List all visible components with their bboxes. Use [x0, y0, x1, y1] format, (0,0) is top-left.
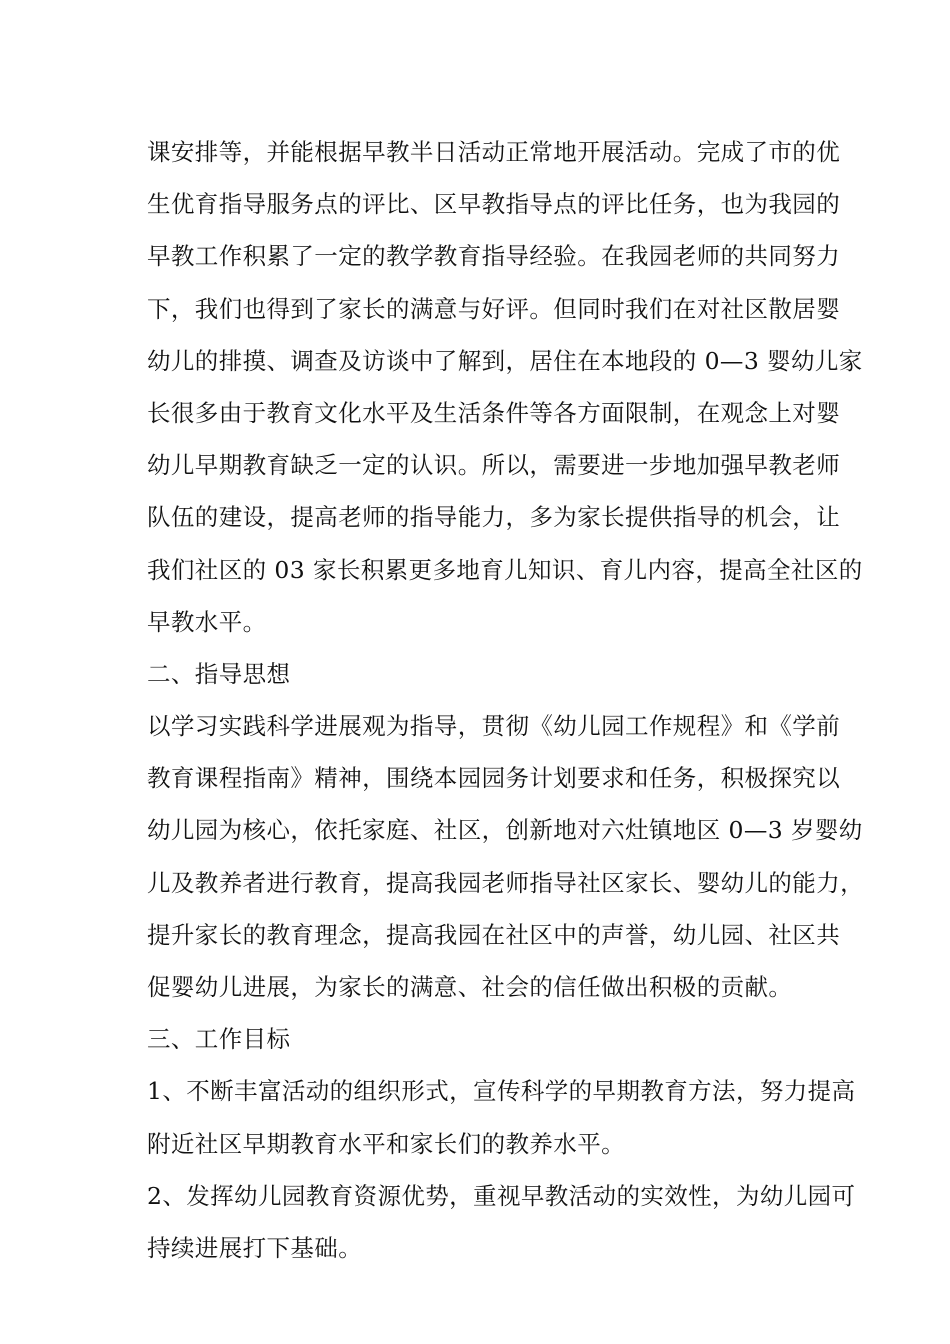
paragraph-line: 幼儿的排摸、调查及访谈中了解到，居住在本地段的 0—3 婴幼儿家	[147, 346, 863, 375]
paragraph-line: 教育课程指南》精神，围绕本园园务计划要求和任务，积极探究以	[147, 764, 841, 793]
paragraph-line: 生优育指导服务点的评比、区早教指导点的评比任务，也为我园的	[147, 190, 841, 219]
paragraph-line: 幼儿早期教育缺乏一定的认识。所以，需要进一步地加强早教老师	[147, 451, 841, 480]
section-heading: 二、指导思想	[147, 659, 291, 688]
list-item-line: 1、不断丰富活动的组织形式，宣传科学的早期教育方法，努力提高	[147, 1077, 856, 1106]
paragraph-line: 早教水平。	[147, 607, 267, 636]
paragraph-line: 课安排等，并能根据早教半日活动正常地开展活动。完成了市的优	[147, 138, 841, 166]
paragraph-line: 长很多由于教育文化水平及生活条件等各方面限制，在观念上对婴	[147, 398, 841, 427]
paragraph-line: 促婴幼儿进展，为家长的满意、社会的信任做出积极的贡献。	[147, 973, 793, 1001]
paragraph-line: 我们社区的 03 家长积累更多地育儿知识、育儿内容，提高全社区的	[147, 555, 863, 584]
paragraph-line: 提升家长的教育理念，提高我园在社区中的声誉，幼儿园、社区共	[147, 920, 841, 949]
list-item-line: 2、发挥幼儿园教育资源优势，重视早教活动的实效性，为幼儿园可	[147, 1181, 856, 1210]
paragraph-line: 以学习实践科学进展观为指导，贯彻《幼儿园工作规程》和《学前	[147, 712, 841, 741]
paragraph-line: 队伍的建设，提高老师的指导能力，多为家长提供指导的机会，让	[147, 503, 841, 532]
document-body	[147, 126, 864, 1274]
paragraph-line: 儿及教养者进行教育，提高我园老师指导社区家长、婴幼儿的能力，	[147, 868, 864, 897]
paragraph-line: 早教工作积累了一定的教学教育指导经验。在我园老师的共同努力	[147, 242, 841, 271]
paragraph-line: 下，我们也得到了家长的满意与好评。但同时我们在对社区散居婴	[147, 294, 841, 323]
paragraph-line: 幼儿园为核心，依托家庭、社区，创新地对六灶镇地区 0—3 岁婴幼	[147, 816, 863, 845]
section-heading: 三、工作目标	[147, 1025, 291, 1054]
list-item-line: 持续进展打下基础。	[147, 1233, 363, 1262]
list-item-line: 附近社区早期教育水平和家长们的教养水平。	[147, 1129, 625, 1158]
